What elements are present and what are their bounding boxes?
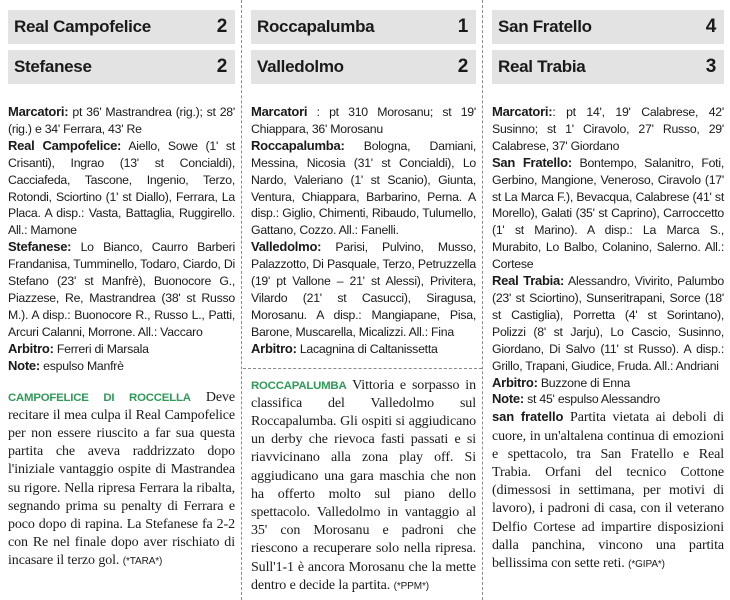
home-team-name: Real Campofelice bbox=[14, 17, 151, 36]
away-lineup: Parisi, Pulvino, Musso, Palazzotto, Di Pasquale, Terzo, Petruzzella (19' pt Vallone – 21' st Alessi), Privitera, Vilardo (21' st Casucci), Siragusa, Morosanu. A disp.: Mangiapane, Pisa, Barone, Muscarella, Micalizzi. All.: Fina bbox=[251, 240, 476, 339]
away-lineup-label: Valledolmo: bbox=[251, 239, 322, 255]
match-report bbox=[492, 408, 724, 574]
home-lineup-label: San Fratello: bbox=[492, 154, 572, 170]
match-column-1 bbox=[0, 0, 242, 600]
referee: Buzzone di Enna bbox=[540, 375, 631, 390]
scoreboard bbox=[251, 0, 476, 84]
home-team-score-row bbox=[8, 10, 235, 44]
referee: Lacagnina di Caltanissetta bbox=[299, 341, 438, 356]
scorers: : pt 310 Morosanu; st 19' Chiappara, 36' Morosanu bbox=[251, 105, 476, 136]
referee: Ferreri di Marsala bbox=[56, 341, 149, 356]
scorers: : pt 14', 19' Calabrese, 42' Susinno; st 1' Ciravolo, 27' Russo, 29' Calabrese, 37' Giordano bbox=[492, 105, 724, 153]
match-column-2 bbox=[243, 0, 483, 600]
report-signature: (*PPM*) bbox=[393, 580, 430, 592]
referee-label: Arbitro: bbox=[251, 340, 297, 356]
away-team-score-row bbox=[251, 50, 476, 84]
home-lineup-label: Real Campofelice: bbox=[8, 137, 122, 153]
report-text: Vittoria e sorpasso in classifica del Valledolmo sul Roccapalumba. Gli ospiti si aggiudicano un derby che rievoca fasti passati e si riavvicinano alla zona play off. Si aggiudicano una gara maschia che non ha offerto molto sul piano dello spettacolo. Valledolmo in vantaggio al 35' con Morosanu e padroni che riescono a recuperare solo nella ripresa. Sull'1-1 è ancora Morosanu che la mette dentro e decide la partita. bbox=[251, 377, 476, 593]
report-kicker: san fratello bbox=[492, 409, 564, 425]
away-team-score-row bbox=[8, 50, 235, 84]
away-lineup-label: Stefanese: bbox=[8, 239, 72, 255]
home-lineup-label: Roccapalumba: bbox=[251, 137, 345, 153]
report-text: Deve recitare il mea culpa il Real Campofelice per non essere riuscito a far sua questa partita che aveva raddrizzato dopo l'iniziale vantaggio ospite di Mastrandea su rigore. Nella ripresa Ferrara la ribalta, segnando prima su penalty di Ferrara e poco dopo di rapina. La Stefanese fa 2-2 con Re nel finale dopo aver rischiato di incasare il terzo gol. bbox=[8, 389, 235, 569]
away-lineup-label: Real Trabia: bbox=[492, 273, 565, 289]
home-team-score: 2 bbox=[216, 16, 227, 37]
home-team-score-row bbox=[492, 10, 724, 44]
tabellino bbox=[8, 104, 235, 375]
home-lineup: Bontempo, Salanitro, Foti, Gerbino, Mangione, Veneroso, Ciravolo (17' st La Marca F.), Bevacqua, Calabrese (41' st Morello), Galati (35' st Caprino), Carroccetto (1' st Marino). A disp.: La Marca S., Murabito, Lo Balbo, Colanino, Salerno. All.: Cortese bbox=[492, 155, 724, 272]
home-team-score: 4 bbox=[705, 16, 716, 37]
notes: espulso Manfrè bbox=[43, 358, 124, 373]
divider bbox=[243, 368, 482, 369]
referee-label: Arbitro: bbox=[492, 374, 538, 390]
notes-label: Note: bbox=[8, 357, 40, 373]
notes: st 45' espulso Alessandro bbox=[527, 392, 660, 407]
match-report bbox=[8, 389, 235, 572]
scorers-label: Marcatori: bbox=[8, 104, 69, 119]
match-column-3 bbox=[484, 0, 730, 600]
scoreboard bbox=[492, 0, 724, 84]
match-report bbox=[251, 377, 476, 596]
scoreboard bbox=[8, 0, 235, 84]
home-team-name: Roccapalumba bbox=[257, 17, 375, 36]
away-team-score: 3 bbox=[705, 56, 716, 77]
scorers-label: Marcatori bbox=[251, 104, 308, 119]
tabellino bbox=[251, 104, 476, 358]
away-team-name: Valledolmo bbox=[257, 57, 344, 76]
away-lineup: Alessandro, Vivirito, Palumbo (23' st Sciortino), Sunseritrapani, Sorce (18' st Castiglia), Porretta (4' st Sorintano), Polizzi (8' st Jarju), Lo Cascio, Susinno, Giordano, Di Salvo (11' st Russo). A disp.: Grillo, Trapani, Giudice, Fruda. All.: Andriani bbox=[492, 274, 724, 373]
away-team-score-row bbox=[492, 50, 724, 84]
away-team-name: Stefanese bbox=[14, 57, 92, 76]
report-signature: (*TARA*) bbox=[122, 556, 163, 568]
report-kicker: ROCCAPALUMBA bbox=[251, 379, 347, 392]
home-lineup: Aiello, Sowe (1' st Crisanti), Ingrao (13' st Concialdi), Cacciafeda, Tascone, Ingenio, Terzo, Rotondi, Sciortino (1' st Diallo), Ferrara, La Placa. A disp.: Vasta, Battaglia, Ruggirello. All.: Mamone bbox=[8, 138, 235, 238]
away-team-score: 2 bbox=[216, 56, 227, 77]
away-team-name: Real Trabia bbox=[498, 57, 586, 76]
notes-label: Note: bbox=[492, 391, 524, 407]
scorers-label: Marcatori: bbox=[492, 104, 553, 119]
scorers: pt 36' Mastrandrea (rig.); st 28' (rig.) e 34' Ferrara, 43' Re bbox=[8, 105, 235, 136]
home-lineup: Bologna, Damiani, Messina, Nicosia (31' st Concialdi), Lo Nardo, Valeriano (1' st Scanio), Giunta, Ventura, Chiappara, Barbarino, Perna. A disp.: Giglio, Chimenti, Ribaudo, Tulumello, Gattano, Cozzo. All.: Fanelli. bbox=[251, 138, 476, 238]
home-team-score: 1 bbox=[457, 16, 468, 37]
away-team-score: 2 bbox=[457, 56, 468, 77]
tabellino bbox=[492, 104, 724, 408]
report-signature: (*GIPA*) bbox=[628, 558, 665, 570]
report-kicker: CAMPOFELICE DI ROCCELLA bbox=[8, 391, 191, 404]
away-lineup: Lo Bianco, Caurro Barberi Frandanisa, Tumminello, Todaro, Ciardo, Di Stefano (23' st Manfrè), Buonocore G., Piazzese, Re, Mastrandrea (38' st Russo M.). A disp.: Buonocore R., Russo L., Patti, Arcuri Calanni, Morrone. All.: Vaccaro bbox=[8, 240, 236, 339]
report-text: Partita vietata ai deboli di cuore, in un'altalena continua di emozioni e spettacolo, tra San Fratello e Real Trabia. Orfani del tecnico Cottone (dimessosi in settimana, per motivi di lavoro), i padroni di casa, con il veterano Delfio Cortese ad impartire disposizioni dalla panchina, vincono una partita bellissima con sette reti. bbox=[492, 410, 725, 571]
home-team-name: San Fratello bbox=[498, 17, 592, 36]
home-team-score-row bbox=[251, 10, 476, 44]
referee-label: Arbitro: bbox=[8, 340, 54, 356]
